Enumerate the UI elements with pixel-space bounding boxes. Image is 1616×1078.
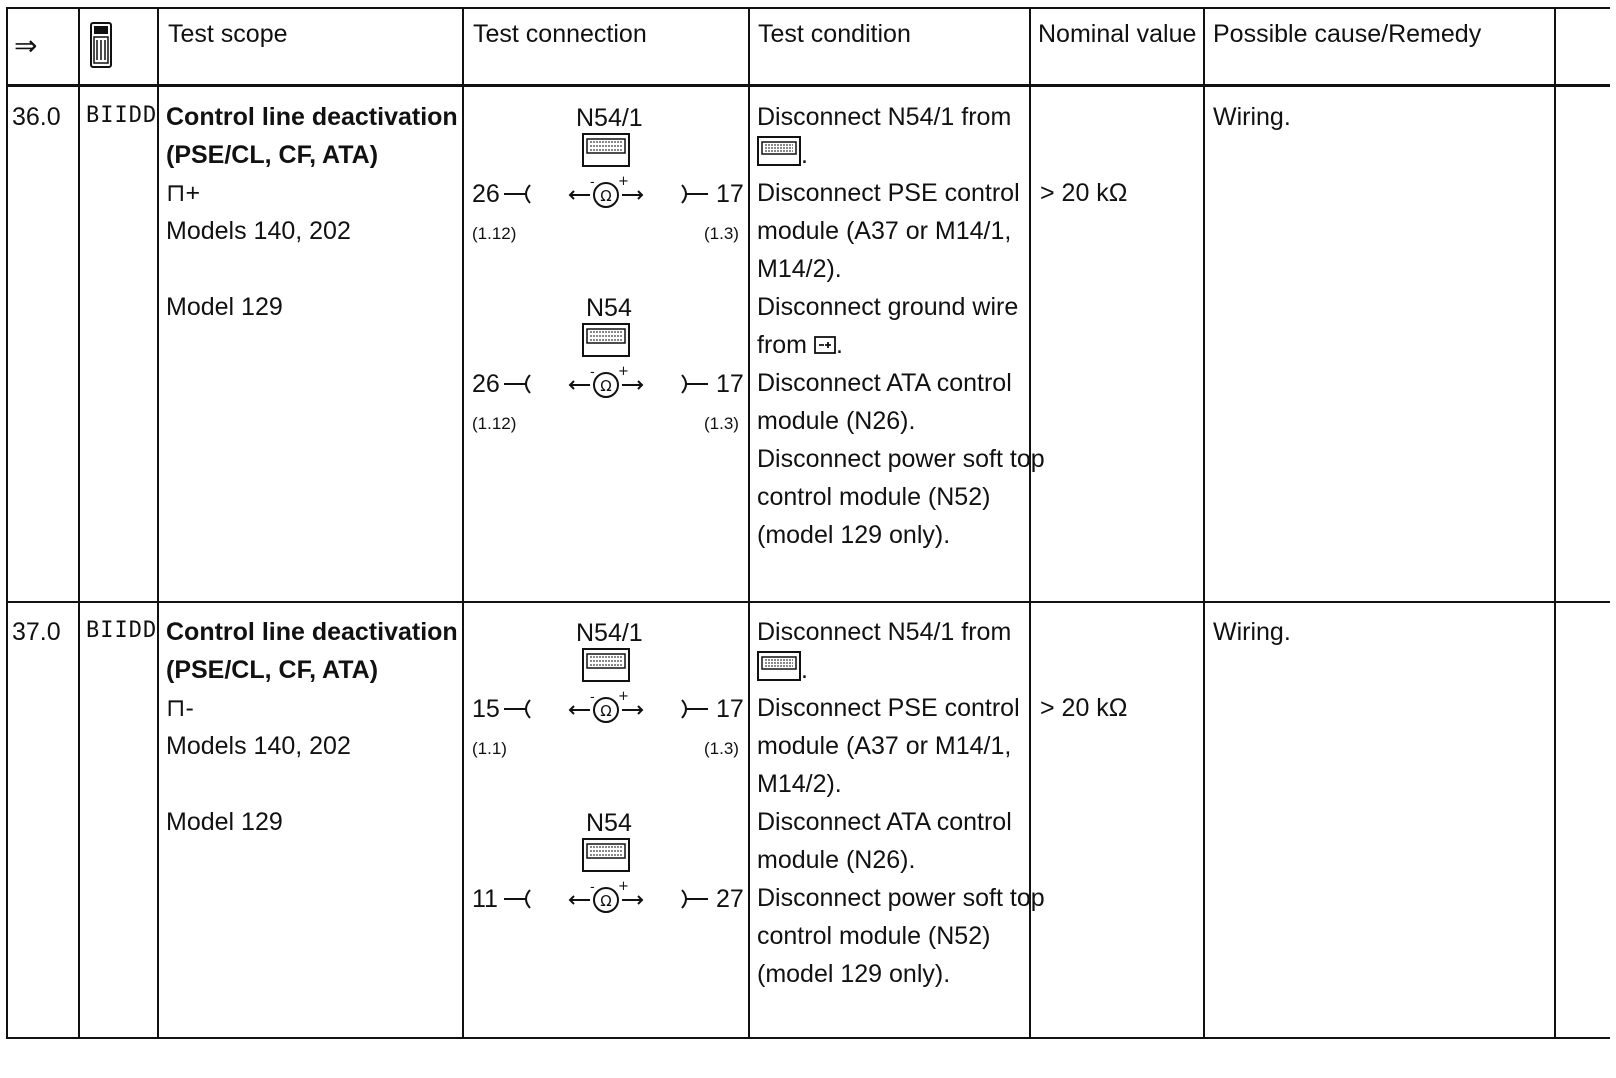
condition-line: Disconnect N54/1 from [757,618,1012,646]
condition-period: . [801,141,808,170]
svg-text:-: - [590,175,595,190]
ecu-icon [757,136,801,177]
scope-symbol: ⊓- [166,694,194,722]
pin-left: 11 [472,885,498,913]
svg-text:+: + [618,175,629,189]
condition-line: Disconnect ATA control [757,808,1012,836]
table-top-border [6,7,1610,9]
ecu-icon [757,651,801,692]
condition-line [757,136,808,177]
condition-line: Disconnect PSE control [757,694,1020,722]
header-nominal-value: Nominal value [1038,20,1197,48]
scope-models: Models 140, 202 [166,217,351,245]
pin-right: 17 [716,180,744,208]
col-border [462,7,464,1039]
scope-symbol: ⊓+ [166,179,201,207]
ecu-icon [582,133,630,172]
scope-models: Model 129 [166,293,283,321]
pin-ref-left: (1.1) [472,739,507,758]
connector-left-icon [504,888,534,915]
module-label: N54/1 [576,104,643,132]
ecu-icon [582,838,630,877]
condition-text: from [757,331,807,359]
svg-text:Ω: Ω [600,187,612,205]
ohmmeter-icon [568,175,644,216]
pin-right: 27 [716,885,744,913]
ohmmeter-icon [568,690,644,731]
svg-text:+: + [618,690,629,704]
nominal-value: > 20 kΩ [1040,179,1128,207]
col-border [1203,7,1205,1039]
nominal-value: > 20 kΩ [1040,694,1128,722]
pin-ref-right: (1.3) [704,739,739,758]
condition-line: module (N26). [757,407,916,435]
possible-cause: Wiring. [1213,618,1291,646]
condition-line: (model 129 only). [757,521,951,549]
header-test-connection: Test connection [473,20,647,48]
svg-text:Ω: Ω [600,892,612,910]
pin-ref-left: (1.12) [472,414,517,433]
condition-line: Disconnect ATA control [757,369,1012,397]
condition-line: control module (N52) [757,922,991,950]
col-border [748,7,750,1039]
table-bottom-border [6,1037,1610,1039]
ohmmeter-icon [568,365,644,406]
pin-left: 15 [472,695,500,723]
pin-ref-right: (1.3) [704,414,739,433]
diagnosis-table [6,7,1610,1074]
connector-right-icon [678,698,708,725]
step-number: 37.0 [12,618,61,646]
connector-right-icon [678,183,708,210]
condition-line: Disconnect power soft top [757,884,1045,912]
condition-line: module (A37 or M14/1, [757,732,1012,760]
svg-text:-: - [590,880,595,895]
svg-text:-: - [590,690,595,705]
connector-left-icon [504,373,534,400]
condition-line: Disconnect ground wire [757,293,1019,321]
condition-line: control module (N52) [757,483,991,511]
module-label: N54 [586,294,632,322]
condition-line: Disconnect PSE control [757,179,1020,207]
module-label: N54 [586,809,632,837]
pin-left: 26 [472,370,500,398]
condition-line: M14/2). [757,770,842,798]
header-bottom-border [6,84,1610,87]
code-label: BIIDD [86,103,158,128]
connector-left-icon [504,698,534,725]
condition-line: M14/2). [757,255,842,283]
scope-title: Control line deactivation [166,103,458,131]
svg-text:Ω: Ω [600,377,612,395]
col-border [1554,7,1556,1039]
condition-line: module (A37 or M14/1, [757,217,1012,245]
connector-left-icon [504,183,534,210]
ohmmeter-icon [568,880,644,921]
scope-title: Control line deactivation [166,618,458,646]
condition-line: Disconnect power soft top [757,445,1045,473]
header-test-scope: Test scope [168,20,288,48]
condition-line: module (N26). [757,846,916,874]
pin-right: 17 [716,370,744,398]
step-number: 36.0 [12,103,61,131]
condition-period: . [835,331,843,359]
header-possible-cause: Possible cause/Remedy [1213,20,1482,48]
col-border [78,7,80,1039]
ecu-icon [582,323,630,362]
scope-subtitle: (PSE/CL, CF, ATA) [166,656,379,684]
row-divider [6,601,1610,603]
header-test-condition: Test condition [758,20,911,48]
module-label: N54/1 [576,619,643,647]
svg-text:+: + [618,880,629,894]
scope-subtitle: (PSE/CL, CF, ATA) [166,141,379,169]
col-border [6,7,8,1039]
pin-right: 17 [716,695,744,723]
condition-period: . [801,656,808,685]
col-border [157,7,159,1039]
svg-text:-: - [590,365,595,380]
svg-text:+: + [618,365,629,379]
header-arrow: ⇒ [14,30,38,61]
battery-icon [814,327,836,365]
ecu-icon [582,648,630,687]
scope-models: Model 129 [166,808,283,836]
condition-line: Disconnect N54/1 from [757,103,1012,131]
pin-ref-right: (1.3) [704,224,739,243]
pin-ref-left: (1.12) [472,224,517,243]
code-label: BIIDD [86,618,158,643]
condition-line [757,651,808,692]
pin-left: 26 [472,180,500,208]
connector-right-icon [678,373,708,400]
possible-cause: Wiring. [1213,103,1291,131]
scope-models: Models 140, 202 [166,732,351,760]
condition-line [757,326,843,365]
svg-text:Ω: Ω [600,702,612,720]
connector-right-icon [678,888,708,915]
condition-line: (model 129 only). [757,960,951,988]
tester-icon [90,22,112,73]
